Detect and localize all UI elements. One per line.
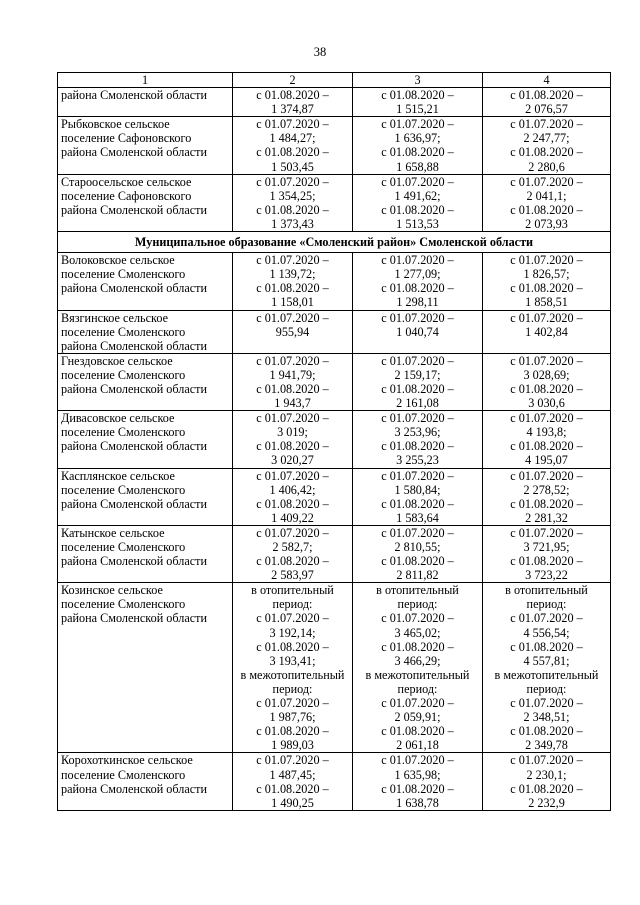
tariff-value-line: в отопительный <box>376 583 459 598</box>
tariff-value-line: 3 192,14; <box>269 625 316 640</box>
settlement-name-line: Рыбковское сельское <box>61 117 170 132</box>
tariff-value-line: 4 193,8; <box>526 425 567 440</box>
tariff-value-line: 1 487,45; <box>269 767 316 782</box>
settlement-name-line: Касплянское сельское <box>61 468 175 483</box>
tariff-value-line: 1 635,98; <box>394 767 441 782</box>
tariff-value-line: 2 583,97 <box>271 568 314 583</box>
tariff-cell-col4 <box>483 174 611 231</box>
tariff-value-line: 955,94 <box>275 324 310 339</box>
table-row <box>58 353 611 410</box>
tariff-cell-col3 <box>353 468 483 525</box>
tariff-value-line: 2 281,32 <box>525 510 568 525</box>
tariff-value-line: 1 298,11 <box>396 295 439 310</box>
settlement-name-line: района Смоленской области <box>61 88 207 103</box>
tariff-value-line: 2 076,57 <box>525 102 568 117</box>
settlement-name-line: поселение Смоленского <box>61 367 186 382</box>
settlement-name-line: района Смоленской области <box>61 781 207 796</box>
tariff-value-line: с 01.07.2020 – <box>256 468 329 483</box>
tariff-cell-col2 <box>233 310 353 353</box>
column-header-1: 1 <box>58 73 233 88</box>
settlement-name-line: поселение Сафоновского <box>61 131 192 146</box>
settlement-name-line: Гнездовское сельское <box>61 353 173 368</box>
tariff-value-line: с 01.07.2020 – <box>381 310 454 325</box>
tariff-value-line: 1 158,01 <box>271 295 314 310</box>
tariff-cell-col3 <box>353 353 483 410</box>
settlement-name-line: поселение Смоленского <box>61 425 186 440</box>
tariff-cell-col2 <box>233 525 353 582</box>
tariff-value-line: 1 658,88 <box>396 159 439 174</box>
table-row <box>58 117 611 174</box>
settlement-name-line: района Смоленской области <box>61 496 207 511</box>
tariff-value-line: 2 280,6 <box>528 159 565 174</box>
tariff-value-line: 3 019; <box>277 425 308 440</box>
tariff-value-line: период: <box>526 681 567 696</box>
tariff-value-line: 1 139,72; <box>269 267 316 282</box>
table-row <box>58 310 611 353</box>
tariff-value-line: 3 193,41; <box>269 653 316 668</box>
column-header-3: 3 <box>353 73 483 88</box>
table-row <box>58 753 611 810</box>
settlement-name-cell <box>58 411 233 468</box>
tariff-value-line: 2 348,51; <box>523 710 570 725</box>
tariff-cell-col4 <box>483 468 611 525</box>
tariff-value-line: 2 061,18 <box>396 738 439 753</box>
table-row <box>58 88 611 117</box>
tariff-cell-col2 <box>233 174 353 231</box>
tariff-value-line: в межотопительный <box>494 667 599 682</box>
tariff-value-line: с 01.07.2020 – <box>256 525 329 540</box>
tariff-value-line: 1 491,62; <box>394 188 441 203</box>
settlement-name-line: района Смоленской области <box>61 281 207 296</box>
settlement-name-cell <box>58 174 233 231</box>
tariff-value-line: 3 020,27 <box>271 453 314 468</box>
settlement-name-line: района Смоленской области <box>61 145 207 160</box>
settlement-name-line: Староосельское сельское <box>61 174 192 189</box>
tariff-value-line: с 01.07.2020 – <box>381 468 454 483</box>
tariff-value-line: 1 490,25 <box>271 795 314 810</box>
settlement-name-cell <box>58 117 233 174</box>
tariff-value-line: 1 638,78 <box>396 795 439 810</box>
tariff-value-line: с 01.08.2020 – <box>381 781 454 796</box>
tariff-value-line: период: <box>526 597 567 612</box>
tariff-cell-col3 <box>353 174 483 231</box>
tariff-value-line: период: <box>397 597 438 612</box>
tariff-value-line: с 01.07.2020 – <box>510 353 583 368</box>
tariff-value-line: 1 636,97; <box>394 131 441 146</box>
table-row <box>58 253 611 310</box>
column-header-2: 2 <box>233 73 353 88</box>
tariff-value-line: 2 161,08 <box>396 396 439 411</box>
tariff-value-line: 3 028,69; <box>523 367 570 382</box>
tariff-value-line: 1 406,42; <box>269 482 316 497</box>
tariff-value-line: с 01.07.2020 – <box>256 353 329 368</box>
tariff-value-line: 1 941,79; <box>269 367 316 382</box>
tariff-value-line: в отопительный <box>251 583 334 598</box>
tariff-cell-col4 <box>483 583 611 753</box>
tariff-value-line: с 01.08.2020 – <box>510 88 583 103</box>
tariff-value-line: 2 232,9 <box>528 795 565 810</box>
settlement-name-cell <box>58 353 233 410</box>
tariff-value-line: с 01.07.2020 – <box>256 174 329 189</box>
tariff-value-line: 1 826,57; <box>523 267 570 282</box>
tariff-value-line: с 01.07.2020 – <box>510 310 583 325</box>
tariff-value-line: с 01.08.2020 – <box>256 639 329 654</box>
tariff-value-line: 1 040,74 <box>396 324 439 339</box>
tariff-value-line: 1 943,7 <box>274 396 311 411</box>
tariff-value-line: с 01.07.2020 – <box>381 353 454 368</box>
tariff-value-line: 4 557,81; <box>523 653 570 668</box>
tariff-cell-col2 <box>233 468 353 525</box>
tariff-value-line: с 01.07.2020 – <box>256 253 329 268</box>
tariff-value-line: 1 858,51 <box>525 295 568 310</box>
tariff-value-line: с 01.08.2020 – <box>510 724 583 739</box>
settlement-name-line: района Смоленской области <box>61 611 207 626</box>
settlement-name-cell <box>58 253 233 310</box>
tariff-cell-col3 <box>353 253 483 310</box>
settlement-name-cell <box>58 753 233 810</box>
tariff-value-line: с 01.07.2020 – <box>256 411 329 426</box>
tariff-cell-col4 <box>483 253 611 310</box>
tariff-value-line: 1 277,09; <box>394 267 441 282</box>
tariff-value-line: с 01.07.2020 – <box>256 310 329 325</box>
section-title: Муниципальное образование «Смоленский район» Смоленской области <box>58 232 611 253</box>
tariff-value-line: 2 059,91; <box>394 710 441 725</box>
settlement-name-line: поселение Смоленского <box>61 597 186 612</box>
settlement-name-line: района Смоленской области <box>61 554 207 569</box>
tariff-value-line: с 01.08.2020 – <box>381 554 454 569</box>
tariff-cell-col4 <box>483 411 611 468</box>
tariff-value-line: с 01.08.2020 – <box>510 554 583 569</box>
tariff-value-line: 1 484,27; <box>269 131 316 146</box>
tariff-value-line: 1 987,76; <box>269 710 316 725</box>
tariff-value-line: с 01.08.2020 – <box>381 381 454 396</box>
settlement-name-line: Козинское сельское <box>61 583 163 598</box>
tariff-value-line: с 01.08.2020 – <box>256 439 329 454</box>
settlement-name-line: поселение Смоленского <box>61 267 186 282</box>
settlement-name-cell <box>58 88 233 117</box>
tariff-value-line: с 01.08.2020 – <box>381 202 454 217</box>
tariff-cell-col2 <box>233 353 353 410</box>
settlement-name-line: района Смоленской области <box>61 202 207 217</box>
tariff-value-line: с 01.07.2020 – <box>381 174 454 189</box>
tariff-value-line: с 01.08.2020 – <box>256 781 329 796</box>
tariff-value-line: с 01.08.2020 – <box>510 145 583 160</box>
tariff-value-line: 2 159,17; <box>394 367 441 382</box>
tariff-value-line: 1 989,03 <box>271 738 314 753</box>
tariff-value-line: с 01.08.2020 – <box>510 281 583 296</box>
table-row <box>58 583 611 753</box>
tariff-value-line: с 01.08.2020 – <box>256 202 329 217</box>
tariff-value-line: с 01.08.2020 – <box>256 496 329 511</box>
tariff-value-line: 1 503,45 <box>271 159 314 174</box>
tariff-value-line: с 01.07.2020 – <box>510 253 583 268</box>
tariff-value-line: с 01.07.2020 – <box>381 411 454 426</box>
tariff-cell-col3 <box>353 753 483 810</box>
settlement-name-cell <box>58 583 233 753</box>
tariff-value-line: 2 349,78 <box>525 738 568 753</box>
tariff-value-line: 2 247,77; <box>523 131 570 146</box>
tariff-table <box>57 72 611 811</box>
tariff-value-line: с 01.08.2020 – <box>381 145 454 160</box>
table-row <box>58 468 611 525</box>
tariff-value-line: с 01.08.2020 – <box>510 639 583 654</box>
column-header-4: 4 <box>483 73 611 88</box>
tariff-value-line: с 01.08.2020 – <box>510 202 583 217</box>
tariff-value-line: 1 409,22 <box>271 510 314 525</box>
tariff-value-line: 2 041,1; <box>526 188 567 203</box>
tariff-value-line: с 01.07.2020 – <box>256 696 329 711</box>
tariff-value-line: с 01.07.2020 – <box>381 253 454 268</box>
tariff-value-line: 1 583,64 <box>396 510 439 525</box>
tariff-value-line: с 01.07.2020 – <box>381 696 454 711</box>
tariff-value-line: 3 253,96; <box>394 425 441 440</box>
tariff-cell-col2 <box>233 88 353 117</box>
settlement-name-line: поселение Смоленского <box>61 767 186 782</box>
tariff-value-line: с 01.07.2020 – <box>510 117 583 132</box>
tariff-value-line: период: <box>397 681 438 696</box>
tariff-value-line: с 01.08.2020 – <box>510 381 583 396</box>
tariff-value-line: в межотопительный <box>240 667 345 682</box>
tariff-value-line: с 01.08.2020 – <box>256 281 329 296</box>
tariff-value-line: с 01.08.2020 – <box>256 554 329 569</box>
tariff-value-line: с 01.08.2020 – <box>256 724 329 739</box>
tariff-value-line: период: <box>272 681 313 696</box>
tariff-cell-col3 <box>353 310 483 353</box>
tariff-cell-col2 <box>233 753 353 810</box>
tariff-value-line: с 01.07.2020 – <box>510 174 583 189</box>
tariff-value-line: с 01.08.2020 – <box>381 724 454 739</box>
tariff-value-line: 1 373,43 <box>271 216 314 231</box>
tariff-value-line: с 01.07.2020 – <box>381 753 454 768</box>
settlement-name-line: Дивасовское сельское <box>61 411 175 426</box>
tariff-value-line: с 01.08.2020 – <box>381 496 454 511</box>
tariff-value-line: с 01.08.2020 – <box>381 639 454 654</box>
tariff-value-line: 1 374,87 <box>271 102 314 117</box>
tariff-value-line: в отопительный <box>505 583 588 598</box>
tariff-value-line: 3 721,95; <box>523 540 570 554</box>
tariff-cell-col4 <box>483 753 611 810</box>
tariff-value-line: с 01.07.2020 – <box>510 525 583 540</box>
tariff-cell-col4 <box>483 88 611 117</box>
settlement-name-cell <box>58 310 233 353</box>
tariff-value-line: 3 255,23 <box>396 453 439 468</box>
tariff-value-line: с 01.08.2020 – <box>510 439 583 454</box>
settlement-name-cell <box>58 525 233 582</box>
tariff-value-line: 1 402,84 <box>525 324 568 339</box>
tariff-value-line: в межотопительный <box>365 667 470 682</box>
tariff-value-line: с 01.07.2020 – <box>510 611 583 626</box>
tariff-value-line: с 01.07.2020 – <box>510 468 583 483</box>
tariff-value-line: с 01.07.2020 – <box>256 753 329 768</box>
settlement-name-line: района Смоленской области <box>61 439 207 454</box>
settlement-name-line: поселение Сафоновского <box>61 188 192 203</box>
tariff-value-line: с 01.07.2020 – <box>256 117 329 132</box>
tariff-value-line: 4 556,54; <box>523 625 570 640</box>
tariff-cell-col4 <box>483 117 611 174</box>
tariff-value-line: с 01.08.2020 – <box>381 88 454 103</box>
tariff-value-line: 2 582,7; <box>272 540 313 554</box>
settlement-name-line: Катынское сельское <box>61 525 165 540</box>
settlement-name-line: Вязгинское сельское <box>61 310 168 325</box>
tariff-value-line: 2 810,55; <box>394 540 441 554</box>
settlement-name-line: поселение Смоленского <box>61 482 186 497</box>
tariff-value-line: период: <box>272 597 313 612</box>
tariff-value-line: с 01.08.2020 – <box>256 381 329 396</box>
settlement-name-line: Волоковское сельское <box>61 253 175 268</box>
table-header-row <box>58 73 611 88</box>
tariff-value-line: 2 073,93 <box>525 216 568 231</box>
settlement-name-line: Корохоткинское сельское <box>61 753 193 768</box>
tariff-value-line: 2 230,1; <box>526 767 567 782</box>
tariff-value-line: с 01.07.2020 – <box>510 411 583 426</box>
tariff-value-line: 1 513,53 <box>396 216 439 231</box>
tariff-value-line: с 01.08.2020 – <box>256 88 329 103</box>
tariff-value-line: 2 278,52; <box>523 482 570 497</box>
tariff-value-line: 3 465,02; <box>394 625 441 640</box>
settlement-name-line: поселение Смоленского <box>61 324 186 339</box>
tariff-cell-col2 <box>233 411 353 468</box>
tariff-value-line: 3 723,22 <box>525 568 568 583</box>
tariff-value-line: с 01.08.2020 – <box>256 145 329 160</box>
tariff-value-line: с 01.08.2020 – <box>510 781 583 796</box>
tariff-value-line: 1 580,84; <box>394 482 441 497</box>
tariff-cell-col2 <box>233 583 353 753</box>
tariff-cell-col3 <box>353 525 483 582</box>
settlement-name-cell <box>58 468 233 525</box>
tariff-value-line: с 01.07.2020 – <box>256 611 329 626</box>
tariff-value-line: 1 354,25; <box>269 188 316 203</box>
tariff-cell-col3 <box>353 117 483 174</box>
table-body <box>58 88 611 811</box>
tariff-value-line: с 01.08.2020 – <box>381 439 454 454</box>
tariff-value-line: 3 466,29; <box>394 653 441 668</box>
tariff-cell-col4 <box>483 310 611 353</box>
tariff-value-line: 4 195,07 <box>525 453 568 468</box>
settlement-name-line: района Смоленской области <box>61 338 207 353</box>
tariff-value-line: с 01.07.2020 – <box>381 611 454 626</box>
tariff-value-line: 1 515,21 <box>396 102 439 117</box>
settlement-name-line: поселение Смоленского <box>61 540 186 554</box>
tariff-cell-col2 <box>233 117 353 174</box>
tariff-value-line: с 01.08.2020 – <box>510 496 583 511</box>
tariff-value-line: с 01.07.2020 – <box>510 753 583 768</box>
tariff-value-line: с 01.07.2020 – <box>381 117 454 132</box>
tariff-cell-col2 <box>233 253 353 310</box>
tariff-cell-col3 <box>353 88 483 117</box>
tariff-value-line: с 01.07.2020 – <box>381 525 454 540</box>
table-row <box>58 174 611 231</box>
table-row <box>58 411 611 468</box>
tariff-cell-col4 <box>483 525 611 582</box>
section-header-row <box>58 232 611 253</box>
tariff-value-line: с 01.08.2020 – <box>381 281 454 296</box>
tariff-value-line: с 01.07.2020 – <box>510 696 583 711</box>
tariff-cell-col3 <box>353 583 483 753</box>
tariff-value-line: 2 811,82 <box>396 568 439 583</box>
tariff-cell-col3 <box>353 411 483 468</box>
page-number: 38 <box>313 45 327 59</box>
table-row <box>58 525 611 582</box>
tariff-cell-col4 <box>483 353 611 410</box>
settlement-name-line: района Смоленской области <box>61 381 207 396</box>
tariff-value-line: 3 030,6 <box>528 396 565 411</box>
